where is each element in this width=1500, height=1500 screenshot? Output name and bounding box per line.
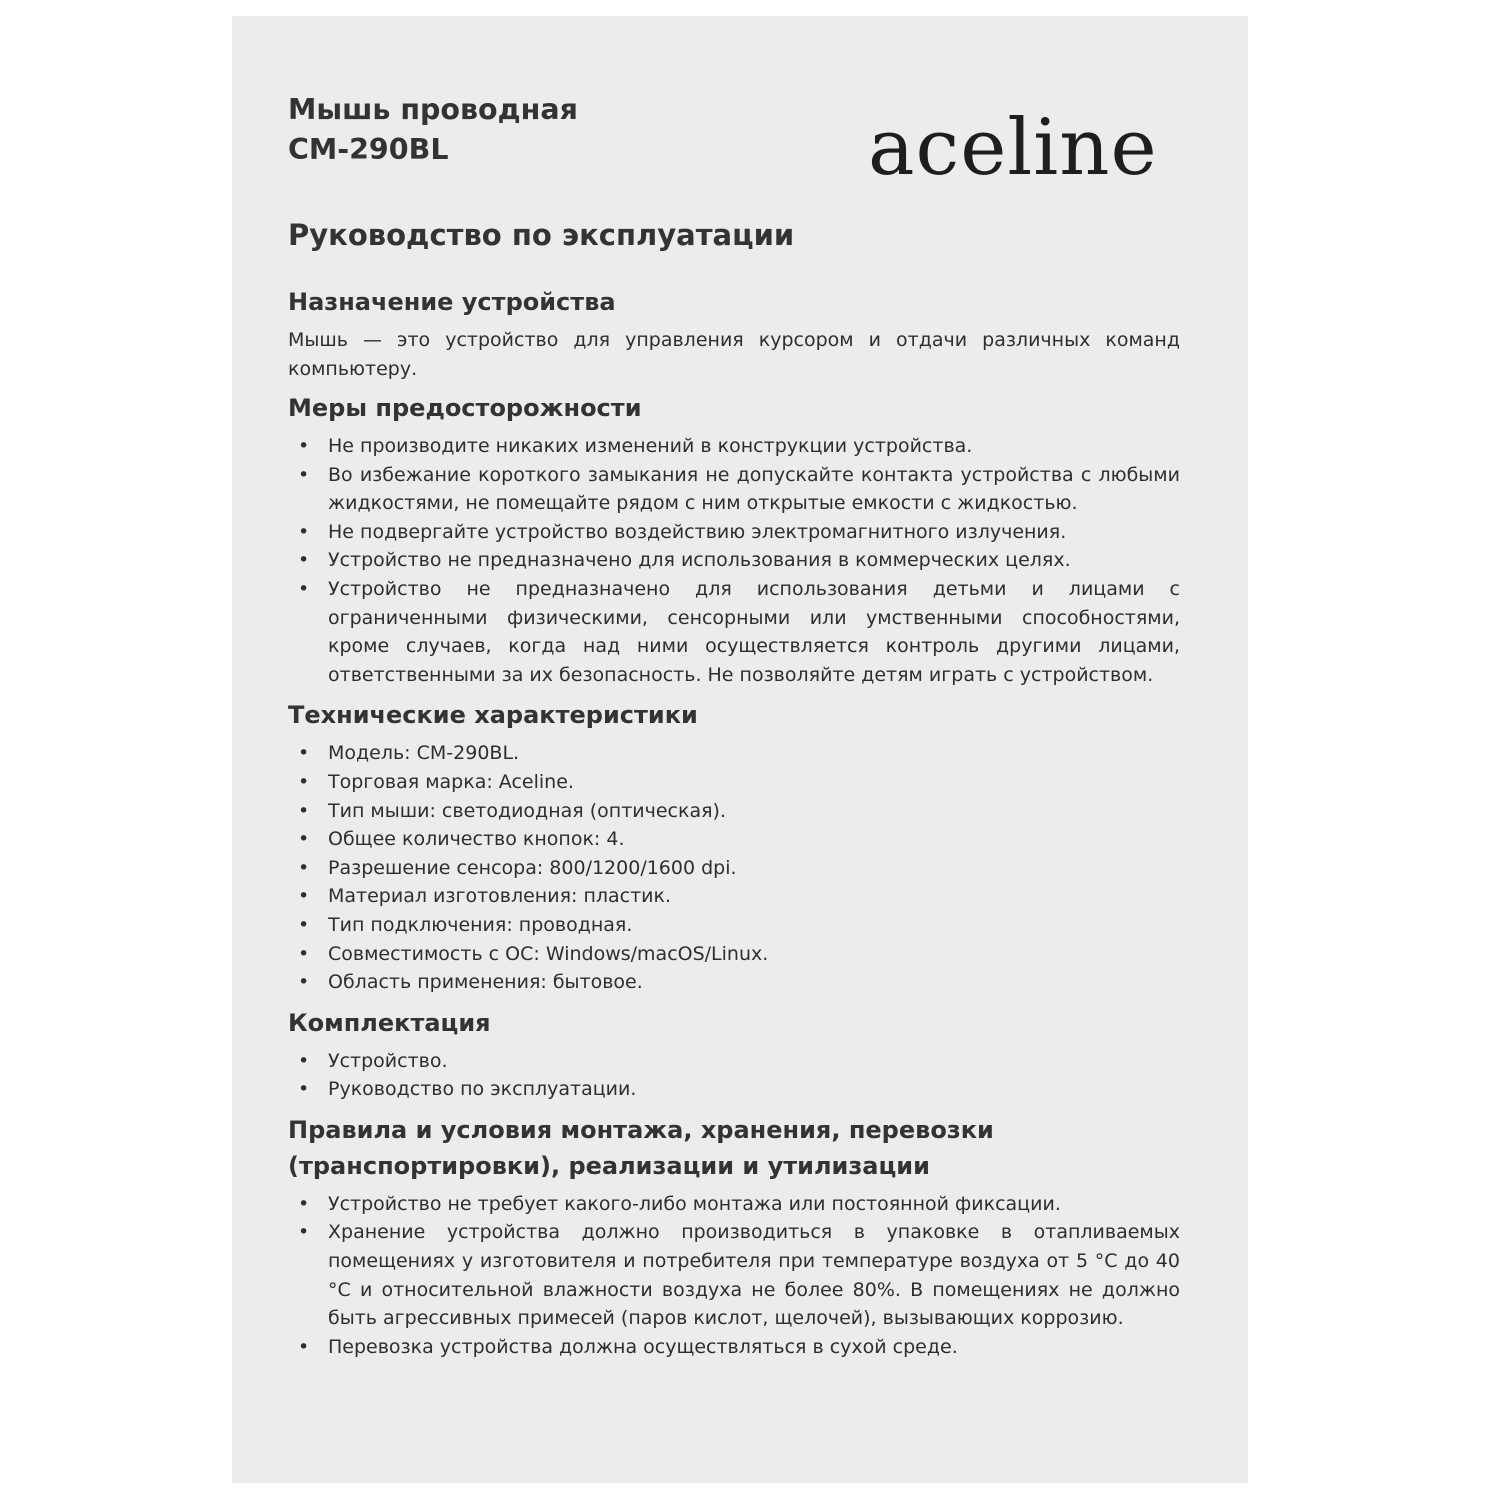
list-item — [288, 1075, 1180, 1104]
list-item-text: Разрешение сенсора: 800/1200/1600 dpi. — [328, 856, 737, 879]
product-title — [288, 90, 578, 170]
list-item — [288, 768, 1180, 797]
list-item — [288, 882, 1180, 911]
package-section — [288, 1005, 1180, 1104]
purpose-section — [288, 284, 1180, 384]
list-item-text: Устройство не предназначено для использования детьми и лицами с ограниченными физическими, сенсорными или умственными способностями, кроме случаев, когда над ними осуществляется контроль другими лицами, ответственными за их безопасность. Не позволяйте детям играть с устройством. — [328, 577, 1180, 686]
list-item — [288, 575, 1180, 689]
product-model: CM-290BL — [288, 133, 449, 166]
package-list — [288, 1047, 1180, 1104]
specs-list — [288, 739, 1180, 996]
purpose-text: Мышь — это устройство для управления курсором и отдачи различных команд компьютеру. — [288, 329, 1180, 380]
list-item — [288, 1190, 1180, 1219]
bullet-icon: • — [298, 1078, 310, 1101]
list-item — [288, 1218, 1180, 1332]
precautions-section — [288, 390, 1180, 689]
brand-logo: aceline — [868, 103, 1158, 193]
list-item-text: Хранение устройства должно производиться в упаковке в отапливаемых помещениях у изготовителя и потребителя при температуре воздуха от 5 °C до 40 °C и относительной влажности воздуха не более 80%. В помещениях не должно быть агрессивных примесей (паров кислот, щелочей), вызывающих коррозию. — [328, 1221, 1180, 1330]
bullet-icon: • — [298, 742, 310, 765]
manual-page — [232, 16, 1248, 1483]
list-item-text: Тип мыши: светодиодная (оптическая). — [328, 799, 726, 822]
bullet-icon: • — [298, 828, 310, 851]
bullet-icon: • — [298, 435, 310, 457]
list-item-text: Не подвергайте устройство воздействию электромагнитного излучения. — [328, 520, 1067, 543]
list-item-text: Торговая марка: Aceline. — [328, 770, 574, 793]
bullet-icon: • — [298, 1221, 310, 1244]
bullet-icon: • — [298, 520, 310, 543]
specs-heading: Технические характеристики — [288, 701, 698, 730]
list-item-text: Руководство по эксплуатации. — [328, 1078, 637, 1101]
list-item — [288, 1047, 1180, 1076]
list-item-text: Область применения: бытовое. — [328, 971, 643, 994]
manual-title: Руководство по эксплуатации — [288, 218, 795, 252]
list-item-text: Устройство не предназначено для использования в коммерческих целях. — [328, 549, 1071, 572]
list-item — [288, 854, 1180, 883]
rules-list — [288, 1190, 1180, 1362]
bullet-icon: • — [298, 885, 310, 908]
precautions-list — [288, 432, 1180, 689]
list-item — [288, 797, 1180, 826]
list-item — [288, 546, 1180, 575]
manual-body — [288, 284, 1180, 1369]
purpose-heading: Назначение устройства — [288, 288, 616, 316]
list-item-text: Тип подключения: проводная. — [328, 913, 633, 936]
bullet-icon: • — [298, 770, 310, 793]
bullet-icon: • — [298, 577, 310, 600]
list-item-text: Общее количество кнопок: 4. — [328, 828, 625, 851]
list-item-text: Устройство. — [328, 1049, 448, 1072]
rules-heading: Правила и условия монтажа, хранения, перевозки (транспортировки), реализации и утилизации — [288, 1115, 994, 1180]
list-item-text: Во избежание короткого замыкания не допускайте контакта устройства с любыми жидкостями, не помещайте рядом с ним открытые емкости с жидкостью. — [328, 463, 1180, 515]
bullet-icon: • — [298, 942, 310, 965]
bullet-icon: • — [298, 799, 310, 822]
bullet-icon: • — [298, 971, 310, 994]
list-item — [288, 432, 1180, 461]
list-item — [288, 968, 1180, 997]
list-item-text: Перевозка устройства должна осуществляться в сухой среде. — [328, 1335, 958, 1358]
list-item — [288, 461, 1180, 518]
list-item-text: Не производите никаких изменений в конструкции устройства. — [328, 435, 973, 457]
list-item — [288, 825, 1180, 854]
bullet-icon: • — [298, 463, 310, 486]
specs-section — [288, 697, 1180, 996]
precautions-heading: Меры предосторожности — [288, 394, 642, 422]
bullet-icon: • — [298, 913, 310, 936]
list-item — [288, 518, 1180, 547]
rules-section — [288, 1112, 1180, 1362]
package-heading: Комплектация — [288, 1008, 491, 1037]
bullet-icon: • — [298, 856, 310, 879]
list-item-text: Модель: CM-290BL. — [328, 742, 520, 765]
list-item — [288, 940, 1180, 969]
list-item-text: Материал изготовления: пластик. — [328, 885, 672, 908]
list-item-text: Совместимость с ОС: Windows/macOS/Linux. — [328, 942, 769, 965]
list-item — [288, 1333, 1180, 1362]
bullet-icon: • — [298, 1049, 310, 1072]
list-item — [288, 911, 1180, 940]
bullet-icon: • — [298, 549, 310, 572]
list-item — [288, 739, 1180, 768]
bullet-icon: • — [298, 1335, 310, 1358]
bullet-icon: • — [298, 1192, 310, 1215]
product-title-line1: Мышь проводная — [288, 93, 578, 126]
list-item-text: Устройство не требует какого-либо монтажа или постоянной фиксации. — [328, 1192, 1061, 1215]
